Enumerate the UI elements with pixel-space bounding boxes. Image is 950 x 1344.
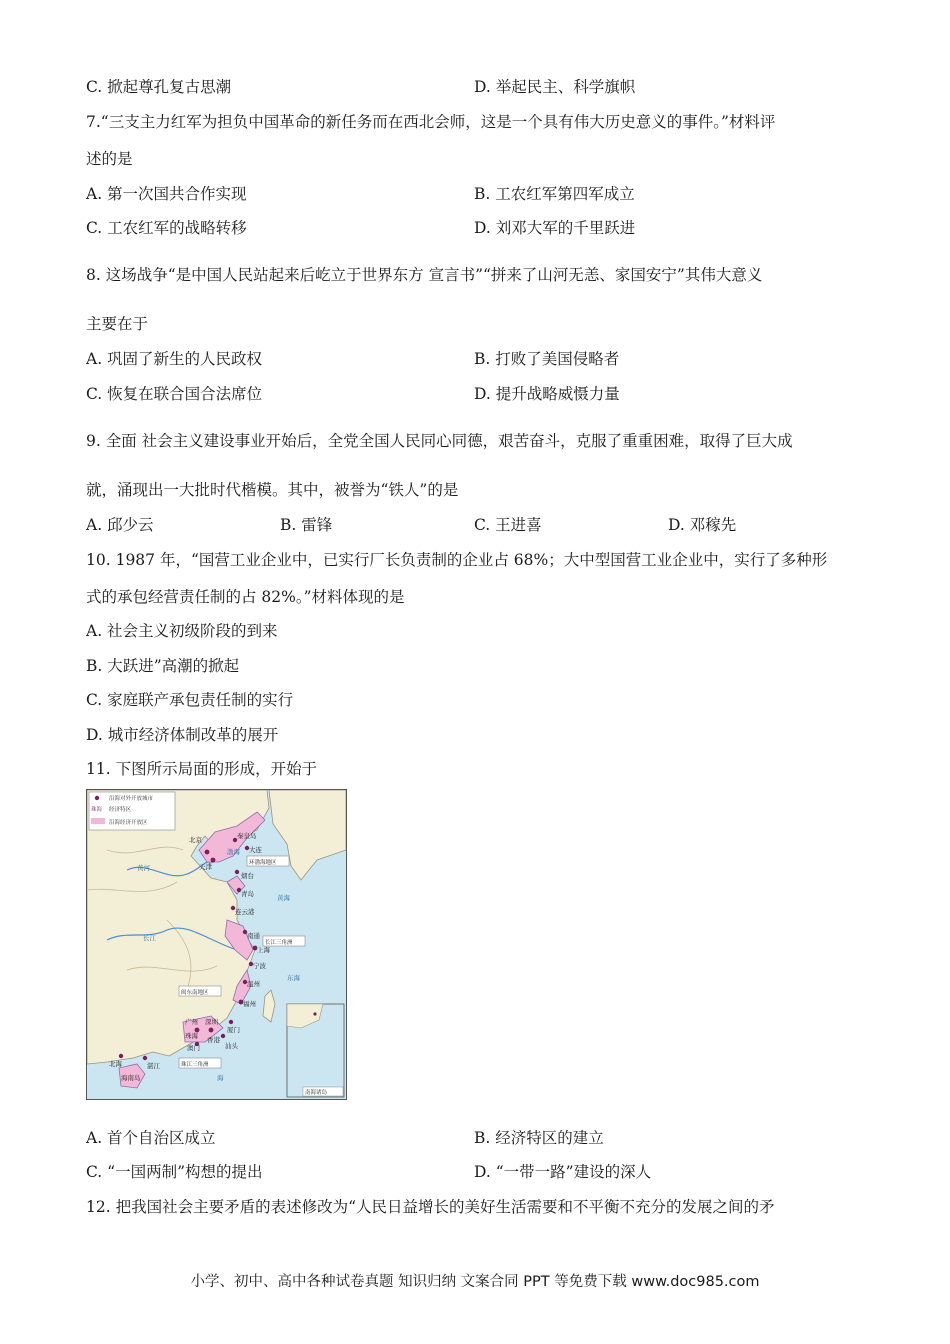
q9-option-a: A. 邱少云	[86, 516, 154, 534]
label-zhujiang-delta: 珠江三角洲	[181, 1062, 209, 1068]
q9-stem-line1: 9. 全面 社会主义建设事业开始后，全党全国人民同心同德，艰苦奋斗，克服了重重困难，取得了巨大成	[86, 432, 793, 450]
q10-stem-line2: 式的承包经营责任制的占 82%。”材料体现的是	[86, 588, 405, 606]
label-sea: 海	[217, 1074, 224, 1082]
legend-city-dot	[95, 796, 99, 800]
q9-stem-line2: 就，涌现出一大批时代楷模。其中，被誉为“铁人”的是	[86, 481, 459, 499]
q8-stem-line2: 主要在于	[86, 315, 149, 333]
q11-stem: 11. 下图所示局面的形成，开始于	[86, 760, 318, 778]
label-qingdao: 青岛	[241, 890, 254, 898]
legend-sez-swatch: 珠海	[91, 807, 103, 813]
label-hainan: 海南岛	[121, 1074, 141, 1082]
label-qinhuangdao: 秦皇岛	[237, 832, 257, 840]
label-changjiang-river: 长江	[143, 934, 156, 942]
q8-stem-line1: 8. 这场战争“是中国人民站起来后屹立于世界东方 宣言书”“拼来了山河无恙、家国安宁”其伟大意义	[86, 266, 763, 284]
label-dalian: 大连	[249, 846, 262, 854]
label-nantong: 南通	[247, 932, 260, 940]
label-zhuhai: 珠海	[185, 1032, 198, 1040]
q7-stem-line2: 述的是	[86, 150, 133, 168]
label-bohai: 渤海	[227, 848, 240, 856]
q10-option-a: A. 社会主义初级阶段的到来	[86, 622, 278, 640]
label-hongkong: 香港	[207, 1036, 220, 1044]
label-fuzhou: 福州	[243, 1000, 256, 1008]
label-nanhai-islands: 南海诸岛	[305, 1090, 328, 1096]
q8-option-a: A. 巩固了新生的人民政权	[86, 350, 263, 368]
label-xiamen: 厦门	[227, 1026, 240, 1034]
label-lianyungang: 连云港	[235, 908, 255, 916]
q6-option-d: D. 举起民主、科学旗帜	[474, 78, 636, 96]
q8-option-b: B. 打败了美国侵略者	[474, 350, 620, 368]
q11-option-c: C. “一国两制”构想的提出	[86, 1163, 263, 1181]
q11-option-a: A. 首个自治区成立	[86, 1129, 216, 1147]
q11-option-d: D. “一带一路”建设的深人	[474, 1163, 652, 1181]
label-wenzhou: 温州	[247, 980, 260, 988]
label-mindong: 闽东南地区	[181, 990, 209, 996]
q9-option-d: D. 邓稼先	[668, 516, 737, 534]
page-footer: 小学、初中、高中各种试卷真题 知识归纳 文案合同 PPT 等免费下载 www.doc985.com	[190, 1274, 760, 1290]
label-beihai: 北海	[109, 1060, 122, 1068]
q10-stem-line1: 10. 1987 年，“国营工业企业中，已实行厂长负责制的企业占 68%；大中型国营工业企业中，实行了多种形	[86, 551, 828, 569]
label-huanghai: 黄海	[277, 894, 290, 902]
q7-option-b: B. 工农红军第四军成立	[474, 185, 635, 203]
label-shantou: 汕头	[225, 1042, 238, 1050]
label-huanbohai: 环渤海地区	[249, 860, 277, 866]
label-donghai: 东海	[287, 974, 300, 982]
q6-option-c: C. 掀起尊孔复古思潮	[86, 78, 232, 96]
q7-stem-line1: 7.“三支主力红军为担负中国革命的新任务而在西北会师，这是一个具有伟大历史意义的事件。”材料评	[86, 113, 776, 131]
q8-option-c: C. 恢复在联合国合法席位	[86, 385, 263, 403]
coastal-open-cities-map	[86, 789, 347, 1100]
q7-option-d: D. 刘邓大军的千里跃进	[474, 219, 636, 237]
legend-open-city-label: 沿海对外开放城市	[109, 796, 154, 802]
q10-option-d: D. 城市经济体制改革的展开	[86, 726, 279, 744]
q12-stem-line1: 12. 把我国社会主要矛盾的表述修改为“人民日益增长的美好生活需要和不平衡不充分的发展之间的矛	[86, 1198, 775, 1216]
legend-sez-label: 经济特区	[109, 807, 132, 813]
q10-option-c: C. 家庭联产承包责任制的实行	[86, 691, 294, 709]
label-shenzhen: 深圳	[205, 1018, 218, 1026]
label-macau: 澳门	[187, 1044, 200, 1052]
q7-option-a: A. 第一次国共合作实现	[86, 185, 247, 203]
q11-option-b: B. 经济特区的建立	[474, 1129, 604, 1147]
q8-option-d: D. 提升战略威慑力量	[474, 385, 620, 403]
label-guangzhou: 广州	[185, 1018, 198, 1026]
label-yantai: 烟台	[241, 872, 254, 880]
q9-option-c: C. 王进喜	[474, 516, 542, 534]
label-ningbo: 宁波	[253, 962, 266, 970]
label-huanghe-river: 黄河	[137, 864, 150, 872]
label-zhanjiang: 湛江	[147, 1062, 160, 1070]
label-changjiang-delta: 长江三角洲	[265, 940, 293, 946]
nanhai-inset-city	[313, 1012, 316, 1015]
label-shanghai: 上海	[257, 946, 270, 954]
q7-option-c: C. 工农红军的战略转移	[86, 219, 247, 237]
legend-zone-swatch	[91, 818, 105, 824]
label-beijing: 北京	[189, 836, 202, 844]
label-tianjin: 天津	[199, 863, 212, 871]
q10-option-b: B. 大跃进”高潮的掀起	[86, 657, 240, 675]
q9-option-b: B. 雷锋	[280, 516, 333, 534]
legend-zone-label: 沿海经济开放区	[109, 820, 148, 826]
